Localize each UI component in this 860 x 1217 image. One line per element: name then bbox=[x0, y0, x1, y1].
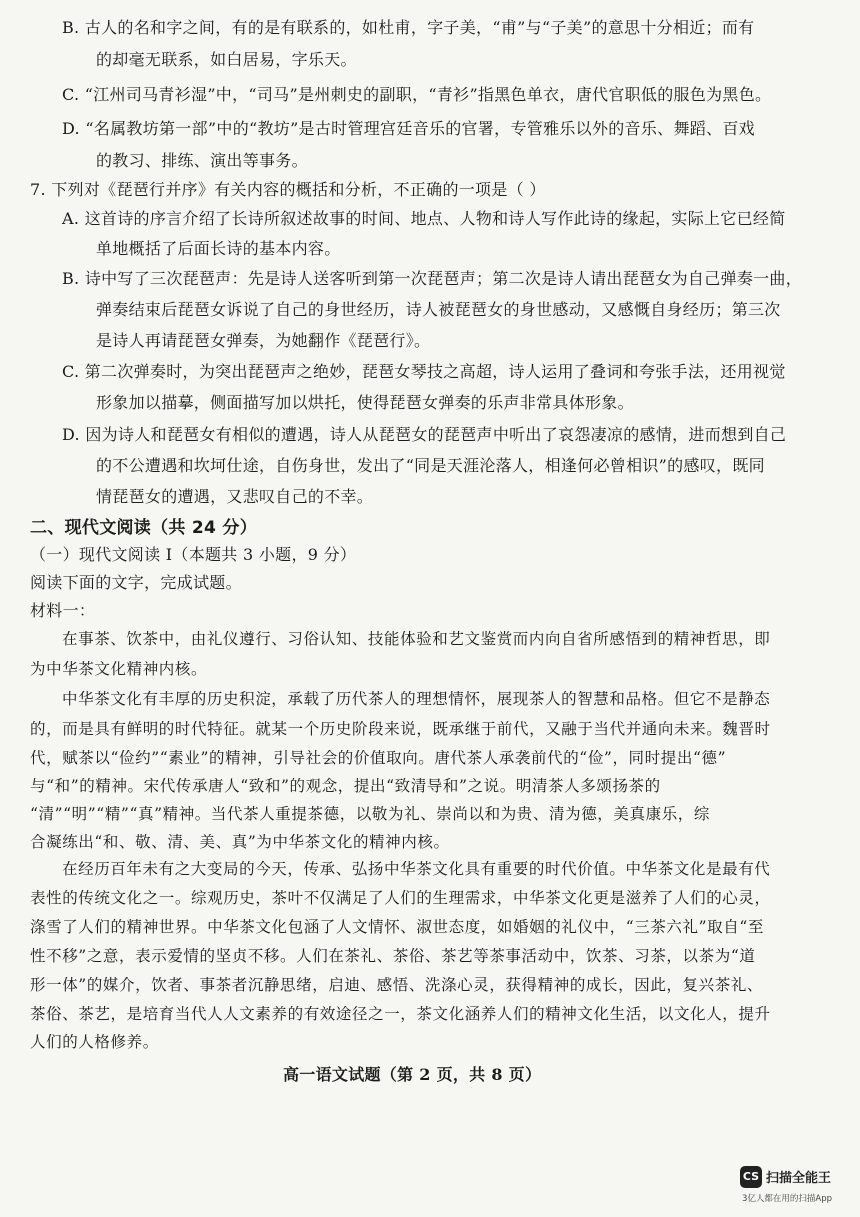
passage-p3-line1: 在经历百年未有之大变局的今天，传承、弘扬中华茶文化具有重要的时代价值。中华茶文化是最有代 bbox=[62, 860, 771, 878]
q7-option-d-line2: 的不公遭遇和坎坷仕途，自伤身世，发出了“同是天涯沦落人，相逢何必曾相识”的感叹，既同 bbox=[96, 456, 765, 475]
passage-p2-line6: 合凝练出“和、敬、清、美、真”为中华茶文化的精神内核。 bbox=[30, 833, 450, 851]
passage-p2-line2: 的，而是具有鲜明的时代特征。就某一个历史阶段来说，既承继于前代，又融于当代并通向未来。魏晋时 bbox=[30, 720, 771, 738]
passage-p2-line5: “清”“明”“精”“真”精神。当代茶人重提茶德，以敬为礼、崇尚以和为贵、清为德，美真康乐，综 bbox=[30, 805, 710, 823]
passage-p2-line3: 代，赋茶以“俭约”“素业”的精神，引导社会的价值取向。唐代茶人承袭前代的“俭”，同时提出“德” bbox=[30, 749, 727, 767]
watermark-tagline: 3亿人都在用的扫描App bbox=[742, 1194, 833, 1204]
passage-p2-line1: 中华茶文化有丰厚的历史积淀，承载了历代茶人的理想情怀，展现茶人的智慧和品格。但它不是静态 bbox=[62, 690, 771, 708]
passage-p3-line5: 形一体”的媒介，饮者、事茶者沉静思绪，启迪、感悟、洗涤心灵，获得精神的成长，因此，复兴茶礼、 bbox=[30, 976, 764, 994]
q7-option-d-line3: 情琵琶女的遭遇，又悲叹自己的不幸。 bbox=[96, 487, 374, 506]
q7-option-a-line2: 单地概括了后面长诗的基本内容。 bbox=[96, 239, 341, 258]
section-title: 二、现代文阅读（共 24 分） bbox=[30, 518, 257, 538]
passage-p2-line4: 与“和”的精神。宋代传承唐人“致和”的观念，提出“致清导和”之说。明清茶人多颂扬茶的 bbox=[30, 777, 661, 795]
reading-instruction: 阅读下面的文字，完成试题。 bbox=[30, 573, 242, 592]
q6-option-c-line1: C. “江州司马青衫湿”中，“司马”是州刺史的副职，“青衫”指黑色单衣，唐代官职低的服色为黑色。 bbox=[62, 85, 772, 104]
q7-option-a-line1: A. 这首诗的序言介绍了长诗所叙述故事的时间、地点、人物和诗人写作此诗的缘起，实际上它已经简 bbox=[62, 209, 786, 228]
q7-option-d-line1: D. 因为诗人和琵琶女有相似的遭遇，诗人从琵琶女的琵琶声中听出了哀怨凄凉的感情，进而想到自己 bbox=[62, 425, 787, 444]
q7-option-b-line1: B. 诗中写了三次琵琶声：先是诗人送客听到第一次琵琶声；第二次是诗人请出琵琶女为自己弹奏一曲， bbox=[62, 269, 803, 288]
q7-option-b-line3: 是诗人再请琵琶女弹奏，为她翻作《琵琶行》。 bbox=[96, 331, 431, 350]
q7-option-c-line1: C. 第二次弹奏时，为突出琵琶声之绝妙，琵琶女琴技之高超，诗人运用了叠词和夸张手法，还用视觉 bbox=[62, 362, 786, 381]
q7-option-b-line2: 弹奏结束后琵琶女诉说了自己的身世经历，诗人被琵琶女的身世感动，又感慨自身经历；第三次 bbox=[96, 300, 781, 319]
passage-p3-line6: 茶俗、茶艺，是培育当代人人文素养的有效途径之一，茶文化涵养人们的精神文化生活，以文化人，提升 bbox=[30, 1005, 771, 1023]
q6-option-d-line2: 的教习、排练、演出等事务。 bbox=[96, 151, 308, 170]
q6-option-b-line2: 的却毫无联系，如白居易，字乐天。 bbox=[96, 50, 357, 69]
passage-p3-line4: 性不移”之意，表示爱情的坚贞不移。人们在茶礼、茶俗、茶艺等茶事活动中，饮茶、习茶，以茶为“道 bbox=[30, 947, 756, 965]
q6-option-d-line1: D. “名属教坊第一部”中的“教坊”是古时管理宫廷音乐的官署，专管雅乐以外的音乐、舞蹈、百戏 bbox=[62, 119, 755, 138]
q7-option-c-line2: 形象加以描摹，侧面描写加以烘托，使得琵琶女弹奏的乐声非常具体形象。 bbox=[96, 393, 634, 412]
camscanner-logo-icon: CS bbox=[740, 1166, 762, 1188]
passage-p3-line7: 人们的人格修养。 bbox=[30, 1033, 159, 1051]
passage-p1-line2: 为中华茶文化精神内核。 bbox=[30, 660, 208, 678]
scanner-watermark bbox=[740, 1166, 850, 1210]
passage-p3-line3: 涤雪了人们的精神世界。中华茶文化包涵了人文情怀、淑世态度，如婚姻的礼仪中，“三茶六礼”取自“至 bbox=[30, 918, 764, 936]
page-footer: 高一语文试题（第 2 页，共 8 页） bbox=[283, 1065, 542, 1084]
material-label: 材料一： bbox=[30, 601, 96, 620]
subsection-title: （一）现代文阅读 I（本题共 3 小题，9 分） bbox=[30, 545, 357, 564]
watermark-app-name: 扫描全能王 bbox=[766, 1171, 832, 1186]
q7-stem: 7. 下列对《琵琶行并序》有关内容的概括和分析，不正确的一项是（ ） bbox=[30, 180, 546, 199]
q6-option-b-line1: B. 古人的名和字之间，有的是有联系的，如杜甫，字子美，“甫”与“子美”的意思十分相近；而有 bbox=[62, 18, 755, 37]
passage-p1-line1: 在事茶、饮茶中，由礼仪遵行、习俗认知、技能体验和艺文鉴赏而内向自省所感悟到的精神哲思，即 bbox=[62, 630, 771, 648]
passage-p3-line2: 表性的传统文化之一。综观历史，茶叶不仅满足了人们的生理需求，中华茶文化更是滋养了人们的心灵， bbox=[30, 889, 771, 907]
